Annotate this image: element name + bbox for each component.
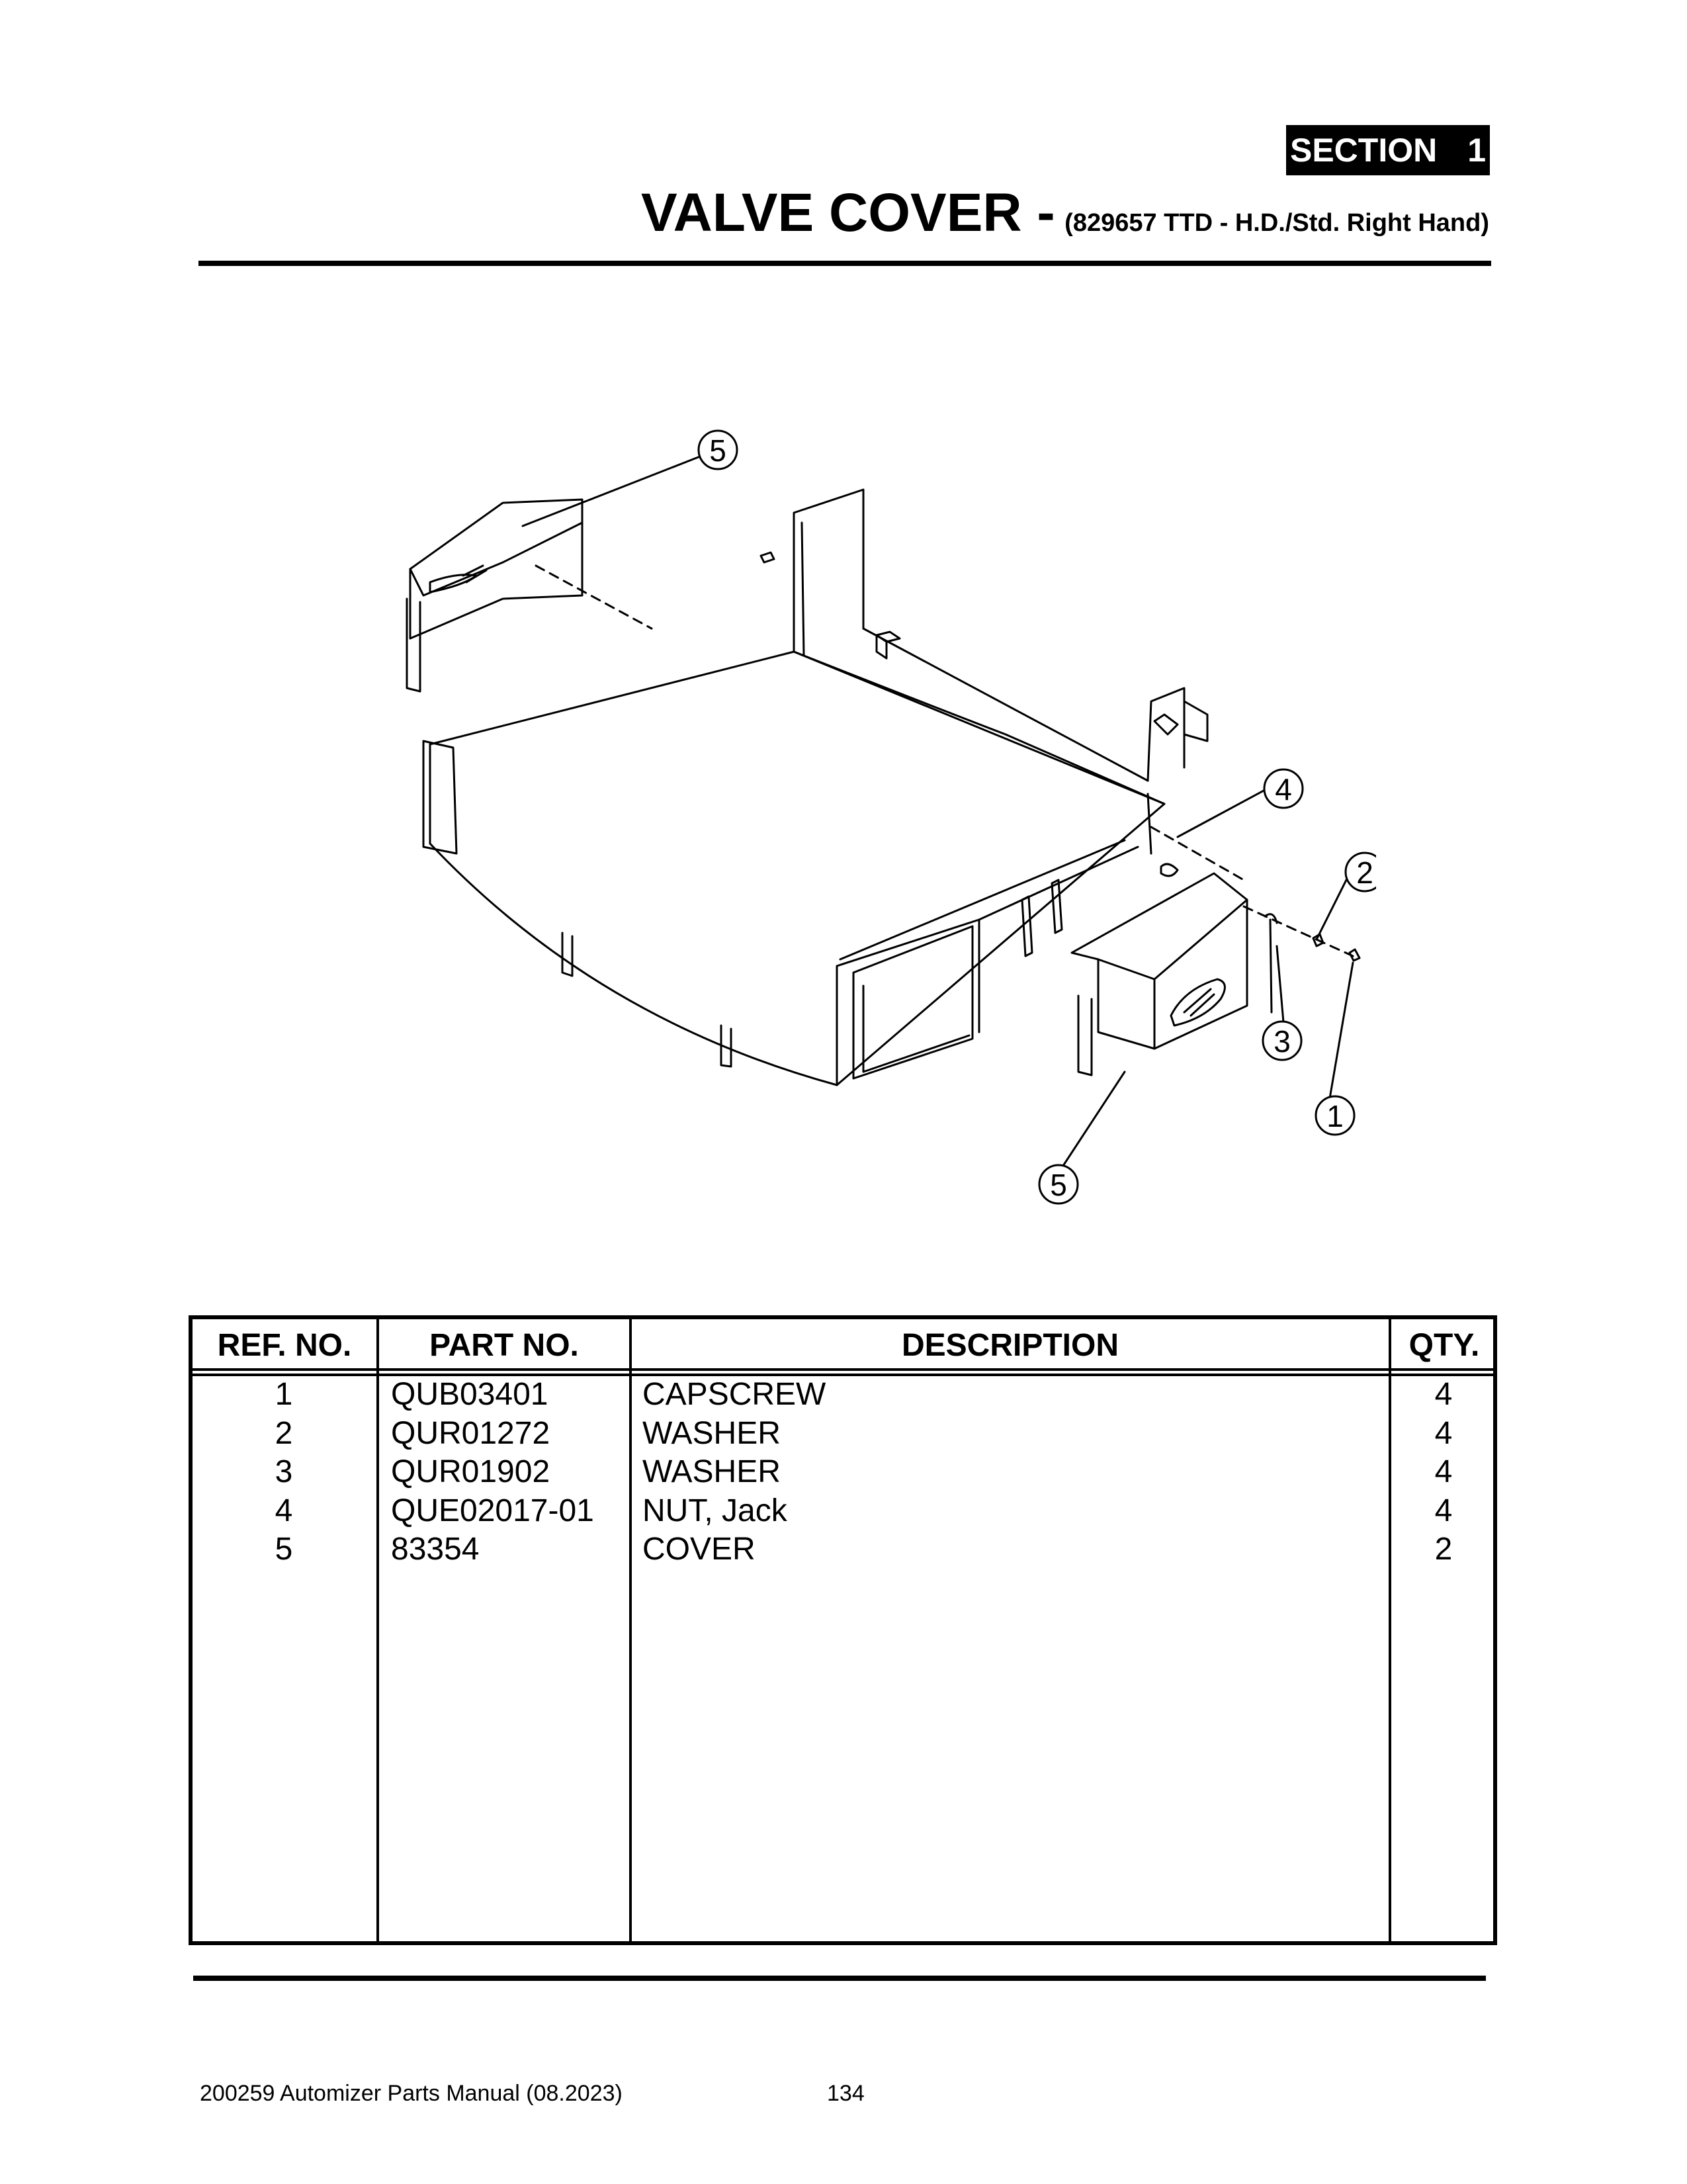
callout-4 xyxy=(1264,769,1303,808)
assembly-lines xyxy=(536,566,1353,956)
section-label: SECTION xyxy=(1289,132,1438,169)
qty: 2 xyxy=(1434,1532,1453,1567)
footer-manual-title: 200259 Automizer Parts Manual (08.2023) xyxy=(200,2081,623,2106)
description: NUT, Jack xyxy=(642,1493,787,1528)
part-no: QUE02017-01 xyxy=(391,1493,594,1528)
callout-1 xyxy=(1316,1096,1354,1135)
parts-table xyxy=(189,1315,1497,1945)
qty: 4 xyxy=(1434,1377,1453,1412)
section-number: 1 xyxy=(1467,132,1487,169)
header-ref-no: REF. NO. xyxy=(217,1327,352,1363)
description: COVER xyxy=(642,1532,756,1567)
page-title xyxy=(641,182,1489,244)
ref-no: 5 xyxy=(275,1532,293,1567)
ref-no: 1 xyxy=(275,1377,293,1412)
header-qty: QTY. xyxy=(1408,1327,1480,1363)
table-row xyxy=(193,1415,1493,1454)
table-body xyxy=(193,1376,1493,1569)
page-title-subtitle: (829657 TTD - H.D./Std. Right Hand) xyxy=(1064,209,1489,237)
footer-rule xyxy=(193,1976,1486,1981)
callout-3 xyxy=(1263,1022,1301,1060)
callout-2 xyxy=(1346,853,1376,891)
header-part-no: PART NO. xyxy=(429,1327,579,1363)
page-title-main: VALVE COVER - xyxy=(641,183,1055,243)
part-no: QUB03401 xyxy=(391,1377,548,1412)
header-description: DESCRIPTION xyxy=(901,1327,1119,1363)
table-row xyxy=(193,1530,1493,1569)
table-row xyxy=(193,1492,1493,1531)
description: WASHER xyxy=(642,1415,781,1451)
ref-no: 2 xyxy=(275,1415,293,1451)
valve-housing xyxy=(423,490,1207,1085)
svg-text:2: 2 xyxy=(1356,855,1373,890)
callout-5-top xyxy=(699,431,737,469)
svg-text:1: 1 xyxy=(1326,1099,1344,1133)
svg-text:4: 4 xyxy=(1275,772,1292,807)
header-rule xyxy=(198,261,1491,266)
exploded-parts-diagram xyxy=(370,410,1376,1217)
table-row xyxy=(193,1376,1493,1415)
part-no: 83354 xyxy=(391,1532,480,1567)
ref-no: 3 xyxy=(275,1454,293,1489)
description: CAPSCREW xyxy=(642,1377,826,1412)
page-number: 134 xyxy=(827,2081,865,2106)
svg-text:5: 5 xyxy=(709,433,726,468)
ref-no: 4 xyxy=(275,1493,293,1528)
qty: 4 xyxy=(1434,1454,1453,1489)
svg-text:5: 5 xyxy=(1050,1168,1067,1202)
qty: 4 xyxy=(1434,1493,1453,1528)
table-row xyxy=(193,1453,1493,1492)
section-badge xyxy=(1286,125,1490,175)
leader-lines xyxy=(523,457,1353,1168)
left-cover xyxy=(407,500,582,691)
part-no: QUR01902 xyxy=(391,1454,550,1489)
part-no: QUR01272 xyxy=(391,1415,550,1451)
svg-text:3: 3 xyxy=(1274,1024,1291,1059)
description: WASHER xyxy=(642,1454,781,1489)
right-cover xyxy=(1072,873,1247,1075)
qty: 4 xyxy=(1434,1415,1453,1451)
callout-5-bottom xyxy=(1039,1165,1078,1203)
